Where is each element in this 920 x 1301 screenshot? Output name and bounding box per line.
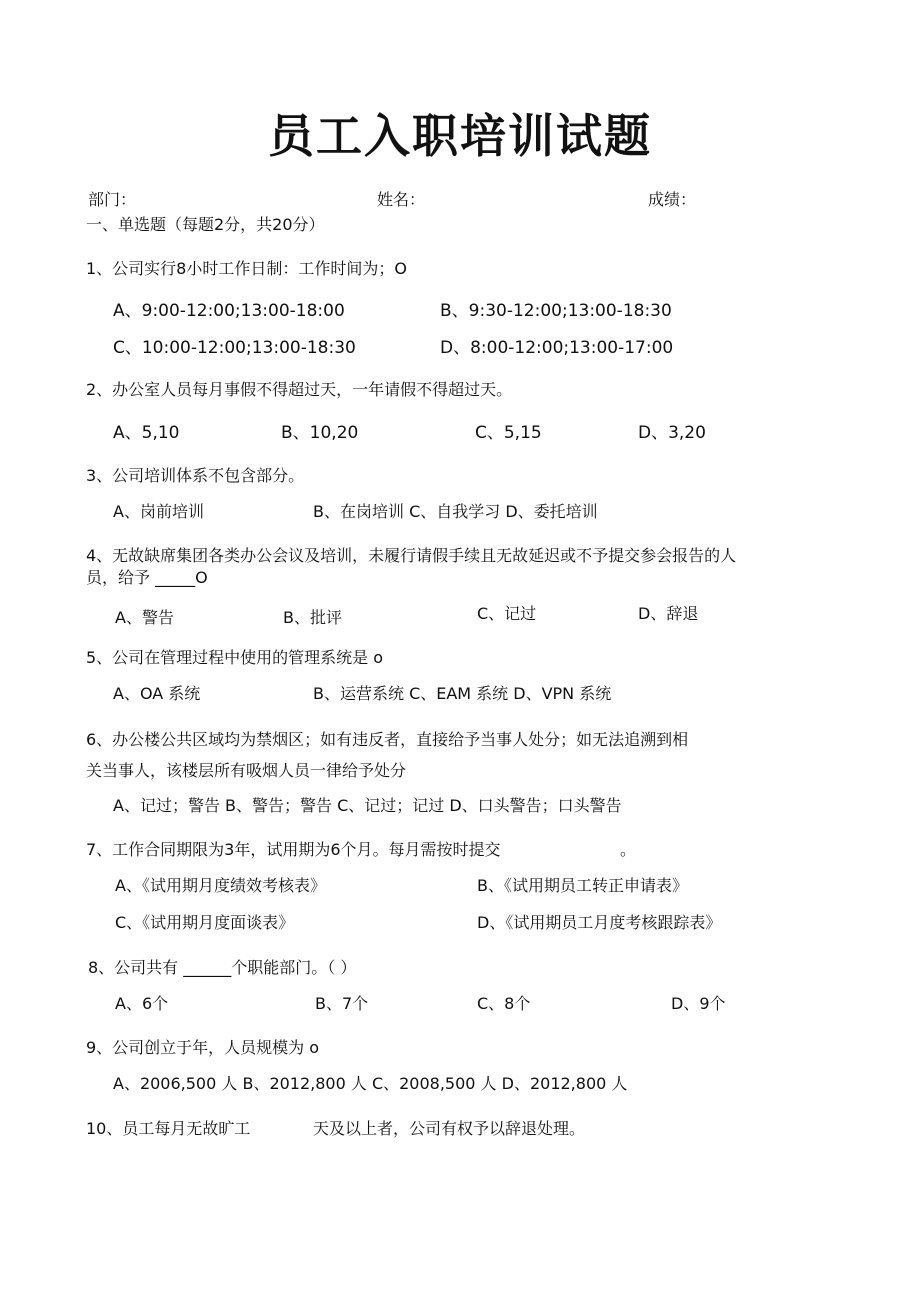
question-1-option-b: B、9:30-12:00;13:00-18:30 (440, 301, 672, 321)
question-2-option-d: D、3,20 (638, 423, 706, 443)
question-3-stem: 3、公司培训体系不包含部分。 (86, 466, 305, 485)
question-10-stem-part1: 10、员工每月无故旷工 (86, 1119, 251, 1138)
question-7-stem: 7、工作合同期限为3年，试用期为6个月。每月需按时提交 (86, 840, 501, 859)
department-label: 部门： (88, 190, 137, 209)
question-2-option-c: C、5,15 (475, 423, 542, 443)
question-5-option-a: A、OA 系统 (113, 684, 201, 703)
question-4-option-d: D、辞退 (638, 604, 699, 623)
question-7-option-d: D、《试用期员工月度考核跟踪表》 (477, 913, 722, 932)
question-1-option-a: A、9:00-12:00;13:00-18:00 (113, 301, 345, 321)
question-8-option-a: A、6个 (115, 994, 169, 1013)
question-3-option-a: A、岗前培训 (113, 502, 204, 521)
question-4-option-b: B、批评 (283, 608, 342, 627)
page-title: 员工入职培训试题 (268, 109, 652, 163)
question-1-stem: 1、公司实行8小时工作日制：工作时间为；O (86, 259, 407, 278)
question-7-option-a: A、《试用期月度绩效考核表》 (115, 876, 326, 895)
question-4-option-a: A、警告 (115, 608, 174, 627)
question-1-option-d: D、8:00-12:00;13:00-17:00 (440, 338, 674, 358)
question-2-option-a: A、5,10 (113, 423, 180, 443)
question-7-option-c: C、《试用期月度面谈表》 (115, 913, 295, 932)
question-3-option-bcd: B、在岗培训 C、自我学习 D、委托培训 (313, 502, 598, 521)
question-6-options: A、记过；警告 B、警告；警告 C、记过；记过 D、口头警告；口头警告 (113, 796, 622, 815)
question-5-stem: 5、公司在管理过程中使用的管理系统是 o (86, 648, 384, 667)
section-heading: 一、单选题（每题2分，共20分） (86, 215, 325, 234)
question-9-stem: 9、公司创立于年，人员规模为 o (86, 1038, 320, 1057)
question-4-stem-line2: 员，给予 _____O (86, 568, 208, 587)
question-8-stem: 8、公司共有 ______个职能部门。（ ） (88, 958, 357, 977)
question-5-option-bcd: B、运营系统 C、EAM 系统 D、VPN 系统 (313, 684, 612, 703)
question-2-option-b: B、10,20 (281, 423, 359, 443)
question-1-option-c: C、10:00-12:00;13:00-18:30 (113, 338, 356, 358)
question-2-stem: 2、办公室人员每月事假不得超过天，一年请假不得超过天。 (86, 380, 513, 399)
question-8-option-c: C、8个 (477, 994, 531, 1013)
question-8-option-d: D、9个 (671, 994, 726, 1013)
question-9-options: A、2006,500 人 B、2012,800 人 C、2008,500 人 D、2012,800 人 (113, 1074, 628, 1093)
question-4-option-c: C、记过 (477, 604, 537, 623)
score-label: 成绩： (648, 190, 697, 209)
question-4-stem-line1: 4、无故缺席集团各类办公会议及培训，未履行请假手续且无故延迟或不予提交参会报告的人 (86, 546, 737, 565)
name-label: 姓名： (377, 190, 426, 209)
question-6-stem-line2: 关当事人，该楼层所有吸烟人员一律给予处分 (86, 761, 407, 780)
question-7-option-b: B、《试用期员工转正申请表》 (477, 876, 688, 895)
question-8-option-b: B、7个 (315, 994, 369, 1013)
question-10-stem-part2: 天及以上者，公司有权予以辞退处理。 (313, 1119, 586, 1138)
question-7-stem-end: 。 (620, 840, 637, 859)
question-6-stem-line1: 6、办公楼公共区域均为禁烟区；如有违反者，直接给予当事人处分；如无法追溯到相 (86, 730, 689, 749)
